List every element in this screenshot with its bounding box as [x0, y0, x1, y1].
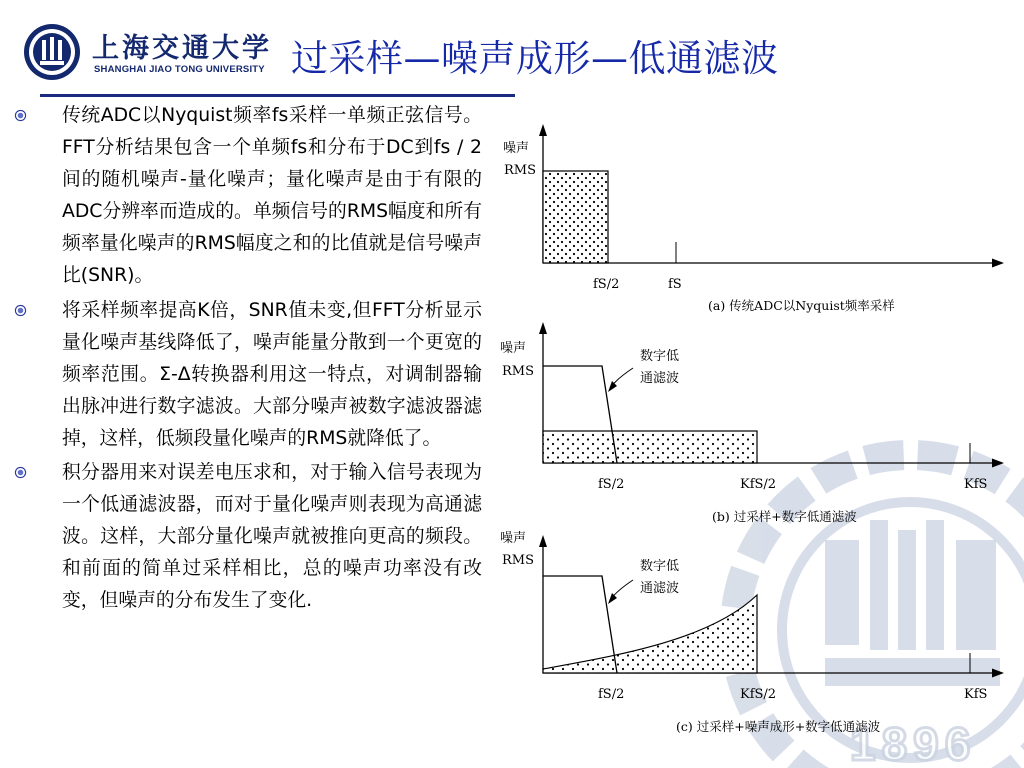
- y-axis-arrow-icon: [539, 322, 547, 334]
- university-logo: [22, 20, 272, 86]
- bullet-list: [14, 100, 482, 620]
- filter-label-line1: 数字低: [640, 349, 680, 364]
- y-axis-arrow-icon: [539, 535, 547, 547]
- y-axis-label-noise: 噪声: [503, 141, 530, 156]
- y-axis-label-rms: RMS: [502, 553, 535, 568]
- y-axis-label-rms: RMS: [504, 163, 537, 178]
- panel-a: [503, 124, 1004, 313]
- caption-a: (a) 传统ADC以Nyquist频率采样: [708, 298, 895, 313]
- bullet-disc-icon: [14, 304, 27, 317]
- x-axis-arrow-icon: [992, 459, 1004, 468]
- oversampled-noise-block: [543, 431, 757, 463]
- bullet-disc-icon: [14, 466, 27, 479]
- caption-b: (b) 过采样+数字低通滤波: [712, 509, 857, 524]
- logo-chinese-name: 上海交通大学: [92, 33, 272, 64]
- tick-label-fs-half: fS/2: [598, 687, 625, 702]
- tick-label-fs-half: fS/2: [593, 277, 620, 292]
- tick-label-fs: fS: [668, 277, 682, 292]
- university-seal-icon: [22, 22, 82, 82]
- pointer-arrow-icon: [608, 381, 617, 392]
- shaped-noise-area: [543, 595, 757, 673]
- watermark-year: 1896: [850, 718, 977, 768]
- tick-label-fs-half: fS/2: [598, 477, 625, 492]
- y-axis-label-rms: RMS: [502, 364, 535, 379]
- pointer-arrow-icon: [608, 593, 617, 604]
- tick-label-kfs: KfS: [964, 687, 988, 702]
- filter-label-line2: 通滤波: [640, 371, 680, 386]
- filter-label-line2: 通滤波: [640, 581, 680, 596]
- tick-label-kfs-half: KfS/2: [740, 477, 777, 492]
- filter-label-line1: 数字低: [640, 559, 680, 574]
- bullet-disc-icon: [14, 109, 27, 122]
- title-underline: [40, 94, 515, 97]
- nyquist-noise-block: [543, 171, 608, 263]
- panel-b: [500, 322, 1004, 524]
- slide-title: 过采样—噪声成形—低通滤波: [291, 37, 779, 80]
- tick-label-kfs: KfS: [964, 477, 988, 492]
- x-axis-arrow-icon: [992, 259, 1004, 268]
- caption-c: (c) 过采样+噪声成形+数字低通滤波: [676, 719, 881, 734]
- x-axis-arrow-icon: [992, 669, 1004, 678]
- bullet-text: 将采样频率提高K倍，SNR值未变,但FFT分析显示量化噪声基线降低了，噪声能量分散到一个更宽的频率范围。Σ-Δ转换器利用这一特点，对调制器输出脉冲进行数字滤波。大部分噪声被数字滤波器滤掉，这样，低频段量化噪声的RMS就降低了。: [62, 299, 482, 449]
- bullet-item: [14, 295, 482, 455]
- panel-c: [500, 531, 1004, 734]
- logo-english-name: SHANGHAI JIAO TONG UNIVERSITY: [94, 64, 265, 75]
- bullet-text: 传统ADC以Nyquist频率fs采样一单频正弦信号。FFT分析结果包含一个单频fs和分布于DC到fs / 2间的随机噪声-量化噪声；量化噪声是由于有限的ADC分辨率而造成的。单频信号的RMS幅度和所有频率量化噪声的RMS幅度之和的比值就是信号噪声比(SNR)。: [62, 105, 482, 287]
- y-axis-arrow-icon: [539, 124, 547, 136]
- y-axis-label-noise: 噪声: [500, 341, 527, 356]
- bullet-text: 积分器用来对误差电压求和，对于输入信号表现为一个低通滤波器，而对于量化噪声则表现为高通滤波。这样，大部分量化噪声就被推向更高的频段。和前面的简单过采样相比，总的噪声功率没有改变，但噪声的分布发生了变化.: [62, 462, 482, 612]
- noise-spectrum-figure: [490, 118, 1024, 748]
- y-axis-label-noise: 噪声: [500, 531, 527, 546]
- bullet-item: [14, 457, 482, 617]
- tick-label-kfs-half: KfS/2: [740, 687, 777, 702]
- bullet-item: [14, 100, 482, 293]
